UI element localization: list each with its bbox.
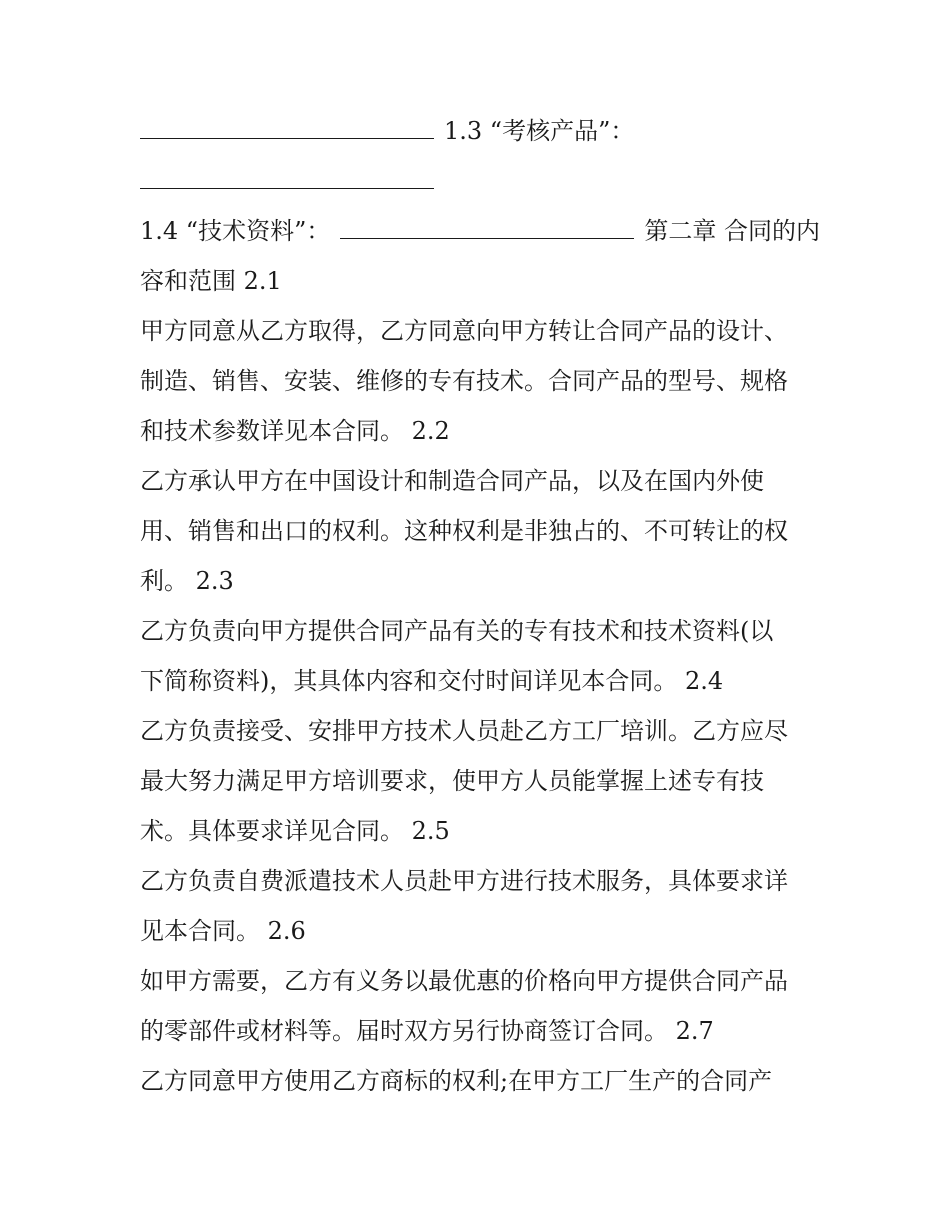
chapter-2-heading: 第二章 合同的内 bbox=[644, 217, 820, 245]
text-line: 乙方同意甲方使用乙方商标的权利;在甲方工厂生产的合同产 bbox=[140, 1067, 773, 1095]
text-line: 下简称资料)，其具体内容和交付时间详见本合同。 2.4 bbox=[140, 667, 724, 695]
text-line: 术。具体要求详见合同。 2.5 bbox=[140, 817, 450, 845]
text-line: 最大努力满足甲方培训要求，使甲方人员能掌握上述专有技 bbox=[140, 767, 764, 795]
text-line: 乙方负责接受、安排甲方技术人员赴乙方工厂培训。乙方应尽 bbox=[140, 717, 788, 745]
text-line bbox=[140, 206, 820, 256]
text-line: 的零部件或材料等。届时双方另行协商签订合同。 2.7 bbox=[140, 1017, 714, 1045]
text-line: 乙方承认甲方在中国设计和制造合同产品，以及在国内外使 bbox=[140, 467, 764, 495]
text-line: 容和范围 2.1 bbox=[140, 267, 282, 295]
clause-1-4: 1.4 “技术资料”： bbox=[140, 217, 331, 245]
text-line: 利。 2.3 bbox=[140, 567, 234, 595]
contract-text bbox=[140, 106, 820, 1106]
text-line: 乙方负责自费派遣技术人员赴甲方进行技术服务，具体要求详 bbox=[140, 867, 788, 895]
text-line bbox=[140, 156, 820, 206]
fill-in-blank bbox=[140, 162, 434, 189]
text-line: 甲方同意从乙方取得，乙方同意向甲方转让合同产品的设计、 bbox=[140, 317, 788, 345]
text-line: 见本合同。 2.6 bbox=[140, 917, 306, 945]
fill-in-blank bbox=[140, 112, 434, 139]
text-line: 和技术参数详见本合同。 2.2 bbox=[140, 417, 450, 445]
text-line: 乙方负责向甲方提供合同产品有关的专有技术和技术资料(以 bbox=[140, 617, 774, 645]
clause-1-3: 1.3 “考核产品”： bbox=[444, 117, 635, 145]
text-line: 如甲方需要，乙方有义务以最优惠的价格向甲方提供合同产品 bbox=[140, 967, 788, 995]
text-line: 用、销售和出口的权利。这种权利是非独占的、不可转让的权 bbox=[140, 517, 788, 545]
text-line: 制造、销售、安装、维修的专有技术。合同产品的型号、规格 bbox=[140, 367, 788, 395]
fill-in-blank bbox=[340, 212, 634, 239]
text-line bbox=[140, 106, 820, 156]
